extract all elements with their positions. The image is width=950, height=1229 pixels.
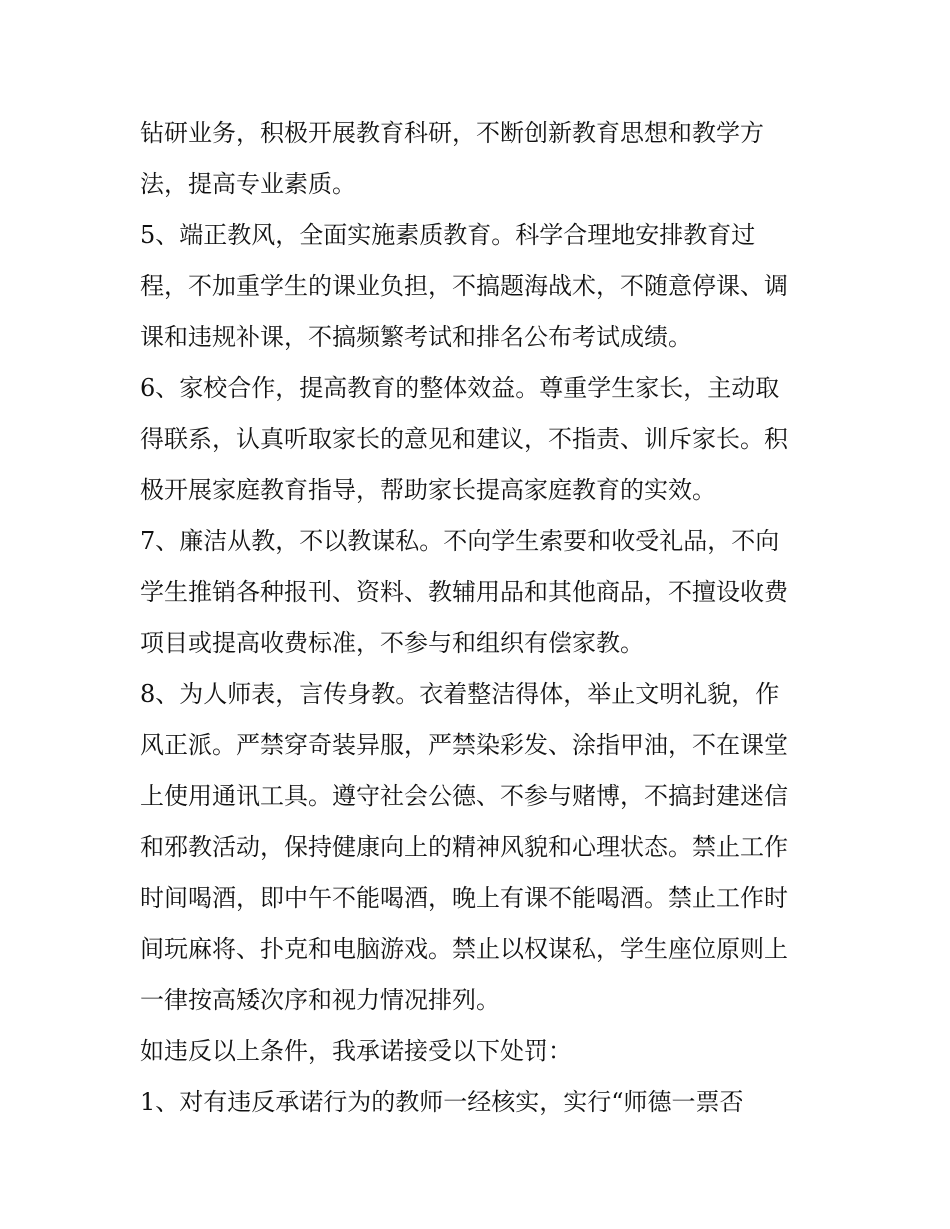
text-line: 一律按高矮次序和视力情况排列。 — [140, 986, 500, 1014]
text-line: 时间喝酒，即中午不能喝酒，晚上有课不能喝酒。禁止工作时 — [140, 884, 788, 912]
text-line: 课和违规补课，不搞频繁考试和排名公布考试成绩。 — [140, 323, 692, 351]
text-line: 程，不加重学生的课业负担，不搞题海战术，不随意停课、调 — [140, 272, 788, 300]
text-line: 间玩麻将、扑克和电脑游戏。禁止以权谋私，学生座位原则上 — [140, 935, 788, 963]
text-line: 项目或提高收费标准，不参与和组织有偿家教。 — [140, 629, 644, 657]
text-line: 6、家校合作，提高教育的整体效益。尊重学生家长，主动取 — [140, 374, 780, 402]
text-line: 1、对有违反承诺行为的教师一经核实，实行“师德一票否 — [140, 1088, 744, 1116]
text-line: 风正派。严禁穿奇装异服，严禁染彩发、涂指甲油，不在课堂 — [140, 731, 788, 759]
text-line: 上使用通讯工具。遵守社会公德、不参与赌博，不搞封建迷信 — [140, 782, 788, 810]
text-line: 如违反以上条件，我承诺接受以下处罚： — [140, 1037, 572, 1065]
text-line: 8、为人师表，言传身教。衣着整洁得体，举止文明礼貌，作 — [140, 680, 780, 708]
text-line: 和邪教活动，保持健康向上的精神风貌和心理状态。禁止工作 — [140, 833, 788, 861]
text-line: 学生推销各种报刊、资料、教辅用品和其他商品，不擅设收费 — [140, 578, 788, 606]
text-line: 7、廉洁从教，不以教谋私。不向学生索要和收受礼品，不向 — [140, 527, 780, 555]
document-body — [140, 108, 820, 1128]
text-line: 5、端正教风，全面实施素质教育。科学合理地安排教育过 — [140, 221, 756, 249]
text-line: 钻研业务，积极开展教育科研，不断创新教育思想和教学方 — [140, 119, 764, 147]
text-line: 法，提高专业素质。 — [140, 170, 356, 198]
text-line: 极开展家庭教育指导，帮助家长提高家庭教育的实效。 — [140, 476, 716, 504]
text-line: 得联系，认真听取家长的意见和建议，不指责、训斥家长。积 — [140, 425, 788, 453]
